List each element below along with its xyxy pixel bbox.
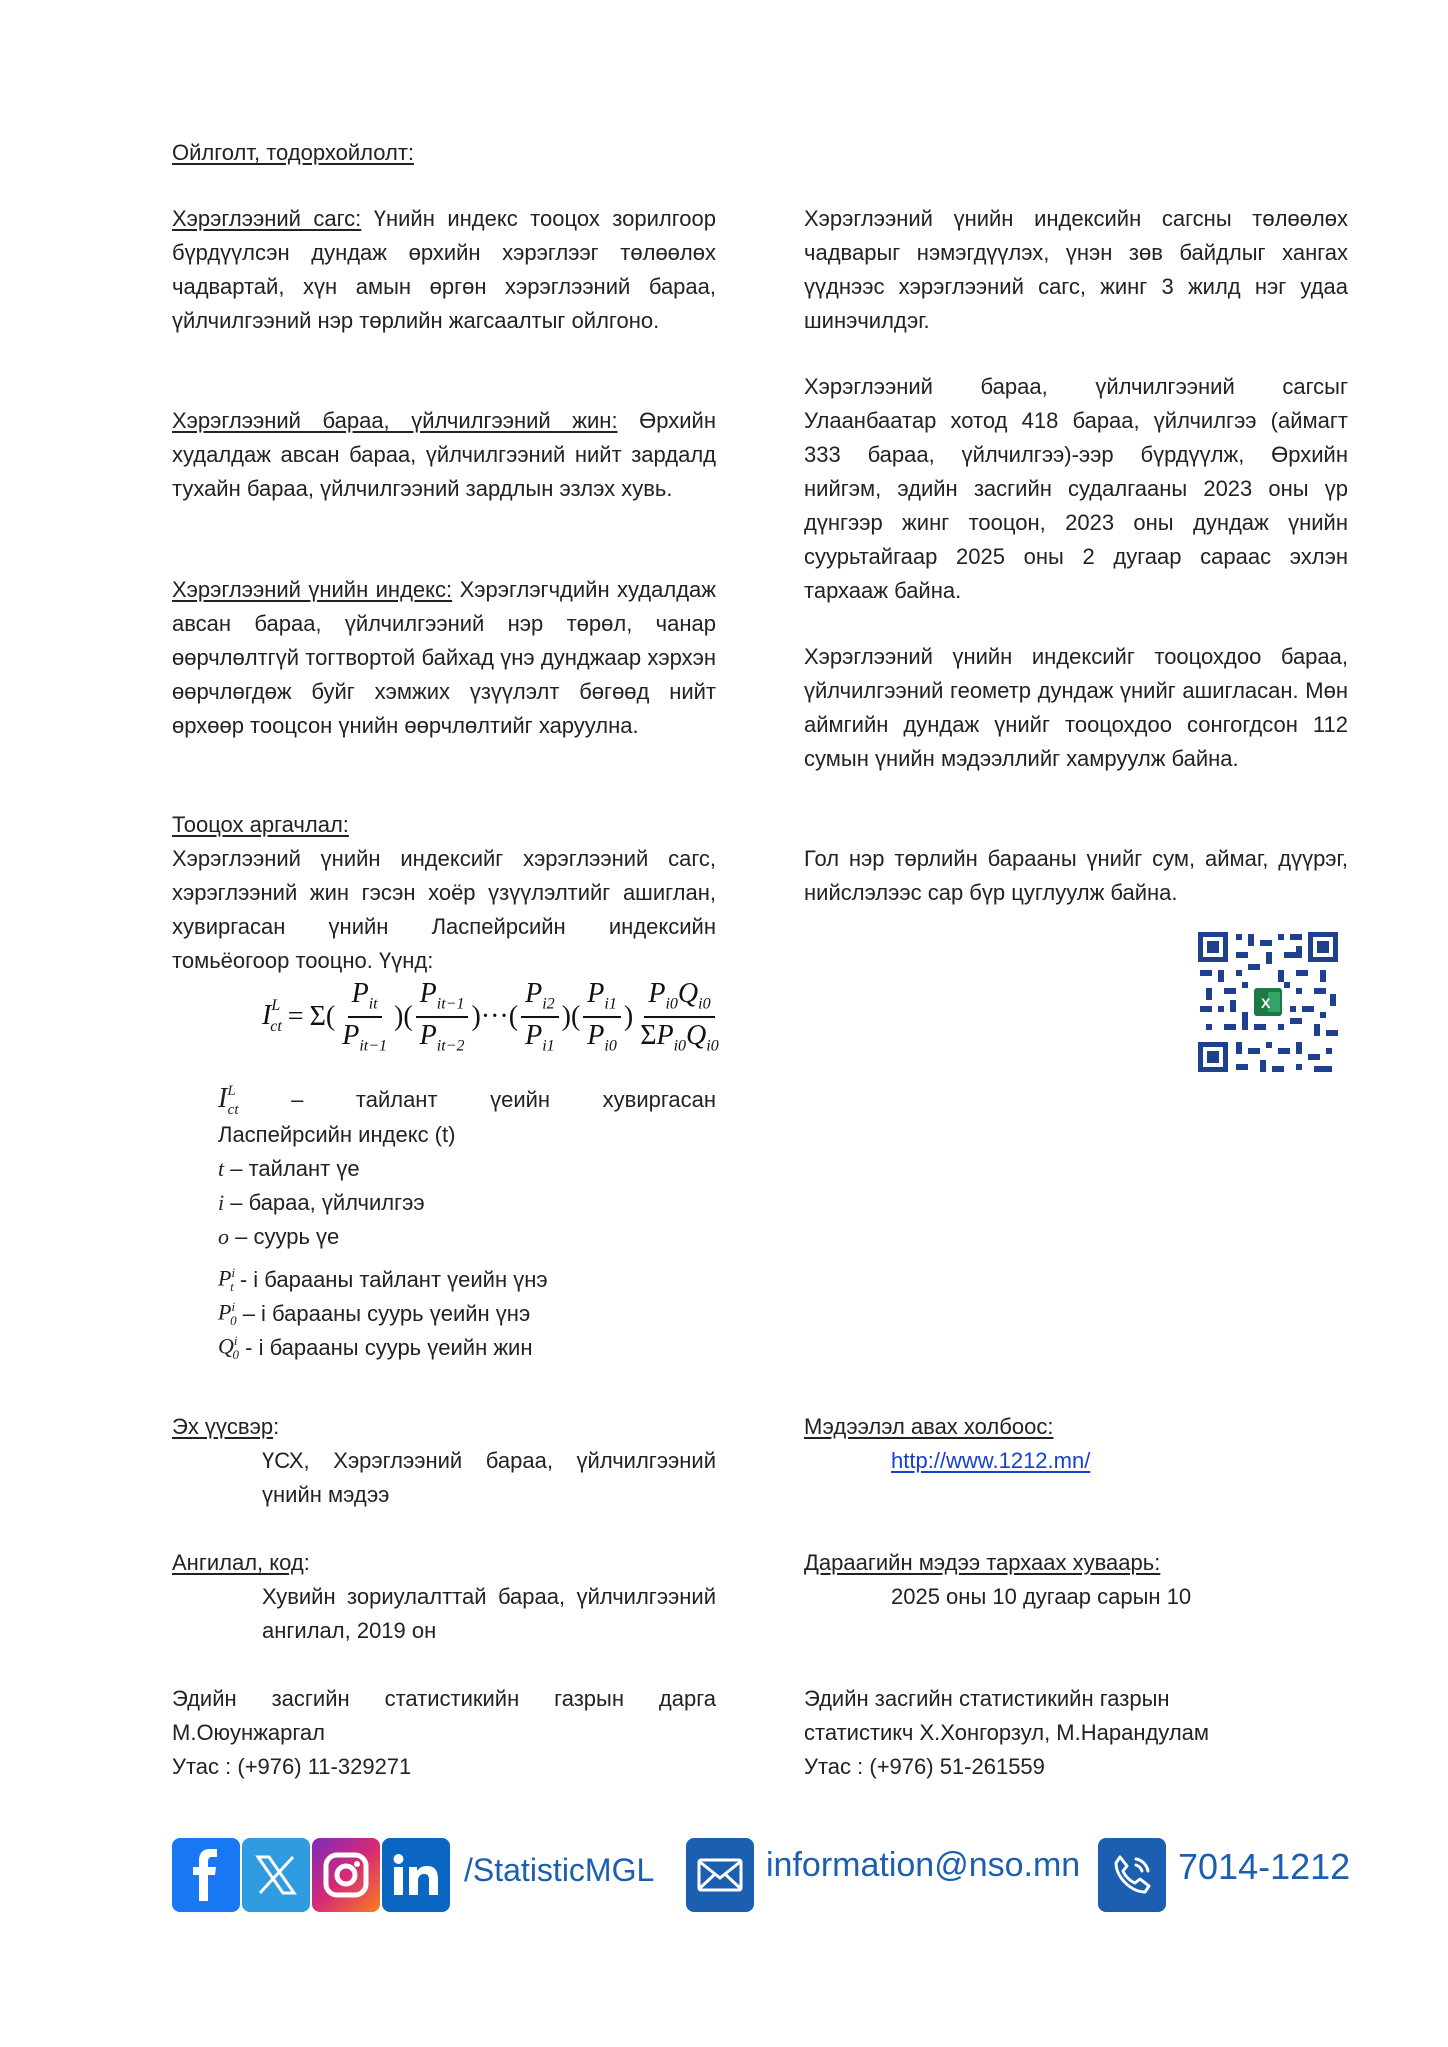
- legend-q0-text: - i барааны суурь үеийн жин: [245, 1334, 533, 1360]
- formula-frac-1: $\frac{P_{it}}{P_{it-1}}$: [342, 978, 387, 1055]
- legend-o-text: – суурь үе: [235, 1224, 340, 1249]
- formula-lhs: $I^L_{ct}$: [262, 997, 282, 1035]
- statisticians-line-1: Эдийн засгийн статистикийн газрын: [804, 1686, 1170, 1711]
- phone-icon[interactable]: [1098, 1838, 1166, 1912]
- weight-term: Хэрэглээний бараа, үйлчилгээний жин:: [172, 408, 618, 433]
- source-title: Эх үүсвэр: [172, 1414, 274, 1439]
- legend-icl-dash: –: [291, 1087, 304, 1113]
- linkedin-icon[interactable]: [382, 1838, 450, 1912]
- method-title: Тооцох аргачлал:: [172, 812, 349, 837]
- formula-frac-3: $\frac{P_{i2}}{P_{i1}}$: [521, 978, 559, 1055]
- source-text: ҮСХ, Хэрэглээний бараа, үйлчилгээний үнийн мэдээ: [262, 1448, 716, 1507]
- legend-pt-text: - i барааны тайлант үеийн үнэ: [239, 1266, 548, 1292]
- email-address[interactable]: information@nso.mn: [766, 1846, 1081, 1884]
- method-text: Хэрэглээний үнийн индексийг хэрэглээний сагс, хэрэглээний жин гэсэн хоёр үзүүлэлтийг ашиглан, хувиргасан үнийн Ласпейрсийн индексийн томьёогоор тооцно. Үүнд:: [172, 846, 716, 973]
- basket-term: Хэрэглээний сагс:: [172, 206, 362, 231]
- svg-text:X: X: [1261, 995, 1271, 1011]
- website-link[interactable]: http://www.1212.mn/: [891, 1448, 1091, 1473]
- next-release-title: Дараагийн мэдээ тархаах хуваарь:: [804, 1550, 1161, 1575]
- right-paragraph-1: Хэрэглээний үнийн индексийн сагсны төлөөлөх чадварыг нэмэгдүүлэх, үнэн зөв байдлыг хангах үүднээс хэрэглээний сагс, жинг 3 жилд нэг удаа шинэчилдэг.: [804, 206, 1348, 333]
- source-colon: :: [273, 1414, 280, 1439]
- right-paragraph-2: Хэрэглээний бараа, үйлчилгээний сагсыг Улаанбаатар хотод 418 бараа, үйлчилгээ (аймагт 333 бараа, үйлчилгээ)-ээр бүрдүүлж, Өрхийн нийгэм, эдийн засгийн судалгааны 2023 оны үр дүнгээр жинг тооцон, 2023 оны дундаж үнийн суурьтайгаар 2025 оны 2 дугаар сараас эхлэн тархааж байна.: [804, 374, 1348, 603]
- classification-text: Хувийн зориулалттай бараа, үйлчилгээний ангилал, 2019 он: [262, 1584, 716, 1643]
- weight-definition: [172, 404, 716, 506]
- legend-i-text: – бараа, үйлчилгээ: [230, 1190, 425, 1215]
- basket-definition: [172, 202, 716, 338]
- legend-o: [218, 1220, 339, 1254]
- contact-title: Мэдээлэл авах холбоос:: [804, 1414, 1054, 1439]
- instagram-icon[interactable]: [312, 1838, 380, 1912]
- legend-t-symbol: t: [218, 1156, 225, 1181]
- cpi-definition: [172, 573, 716, 743]
- facebook-icon[interactable]: [172, 1838, 240, 1912]
- legend-icl-continued: Ласпейрсийн индекс (t): [218, 1122, 456, 1147]
- laspeyres-formula: $I^L_{ct}$ = Σ( $\frac{P_{it}}{P_{it-1}}$ )( $\frac{P_{it-1}}{P_{it-2}}$ )···( $\frac{P_{i2}}{P_{i1}}$ )( $\frac{P_{i1}}{P_{i0}}$ ) $\frac{P_{i0}Q_{i0}}{\Sigma P_{i0}Q_{i0}}$: [262, 978, 724, 1055]
- director-name: М.Оюунжаргал: [172, 1720, 326, 1745]
- legend-icl-symbol: $I^L_{ct}$: [218, 1083, 239, 1118]
- legend-o-symbol: o: [218, 1224, 229, 1249]
- statisticians-names: статистикч Х.Хонгорзул, М.Нарандулам: [804, 1720, 1210, 1745]
- social-icons: [172, 1838, 450, 1912]
- cpi-text: Хэрэглэгчдийн худалдаж авсан бараа, үйлчилгээний нэр төрөл, чанар өөрчлөлтгүй тогтвортой байхад үнэ дунджаар хэрхэн өөрчлөгдөж буйг хэмжих үзүүлэлт бөгөөд нийт өрхөөр тооцсон үнийн өөрчлөлтийг харуулна.: [172, 577, 716, 738]
- legend-pt-symbol: $P^i_t$: [218, 1265, 236, 1294]
- legend-p0-symbol: $P^i_0$: [218, 1299, 237, 1328]
- classification-title: Ангилал, код: [172, 1550, 304, 1575]
- right-paragraph-3: Хэрэглээний үнийн индексийг тооцохдоо бараа, үйлчилгээний геометр дундаж үнийг ашигласан. Мөн аймгийн дундаж үнийг тооцохдоо сонгогдсон 112 сумын үнийн мэдээллийг хамруулж байна.: [804, 644, 1348, 771]
- basket-text: Үнийн индекс тооцох зорилгоор бүрдүүлсэн дундаж өрхийн хэрэглээг төлөөлөх чадвартай, хүн амын өргөн хэрэглээний бараа, үйлчилгээний нэр төрлийн жагсаалтыг ойлгоно.: [172, 206, 716, 333]
- legend-p0-text: – i барааны суурь үеийн үнэ: [242, 1300, 531, 1326]
- legend-i: [218, 1186, 425, 1220]
- formula-frac-weight: $\frac{P_{i0}Q_{i0}}{\Sigma P_{i0}Q_{i0}}$: [640, 978, 719, 1055]
- legend-i-symbol: i: [218, 1190, 225, 1215]
- legend-q0: [218, 1324, 532, 1372]
- qr-code-graphic: [1196, 930, 1340, 1074]
- legend-icl-word3: хувиргасан: [602, 1087, 716, 1113]
- phone-number[interactable]: 7014-1212: [1178, 1846, 1351, 1887]
- director-line-1: Эдийн засгийн статистикийн газрын дарга: [172, 1686, 716, 1711]
- formula-frac-2: $\frac{P_{it-1}}{P_{it-2}}$: [416, 978, 469, 1055]
- x-icon[interactable]: [242, 1838, 310, 1912]
- legend-q0-symbol: $Q^i_0$: [218, 1333, 240, 1362]
- qr-code[interactable]: [1196, 930, 1340, 1074]
- legend-t-text: – тайлант үе: [230, 1156, 360, 1181]
- source-heading: [172, 1410, 279, 1444]
- email-icon[interactable]: [686, 1838, 754, 1912]
- cpi-term: Хэрэглээний үнийн индекс:: [172, 577, 453, 602]
- concepts-title: Ойлголт, тодорхойлолт:: [172, 140, 415, 165]
- classification-heading: [172, 1546, 310, 1580]
- formula-frac-4: $\frac{P_{i1}}{P_{i0}}$: [583, 978, 621, 1055]
- weight-text: Өрхийн худалдаж авсан бараа, үйлчилгээний нийт зардалд тухайн бараа, үйлчилгээний зардлын эзлэх хувь.: [172, 408, 716, 501]
- legend-icl-word1: тайлант: [355, 1087, 438, 1113]
- right-paragraph-4: Гол нэр төрлийн барааны үнийг сум, аймаг, дүүрэг, нийслэлээс сар бүр цуглуулж байна.: [804, 846, 1348, 905]
- legend-t: [218, 1152, 360, 1186]
- next-release-date: 2025 оны 10 дугаар сарын 10: [891, 1584, 1192, 1609]
- director-phone: Утас : (+976) 11-329271: [172, 1754, 412, 1779]
- social-handle[interactable]: /StatisticMGL: [464, 1852, 655, 1888]
- classification-colon: :: [303, 1550, 310, 1575]
- legend-icl-word2: үеийн: [490, 1087, 551, 1113]
- statisticians-phone: Утас : (+976) 51-261559: [804, 1754, 1045, 1779]
